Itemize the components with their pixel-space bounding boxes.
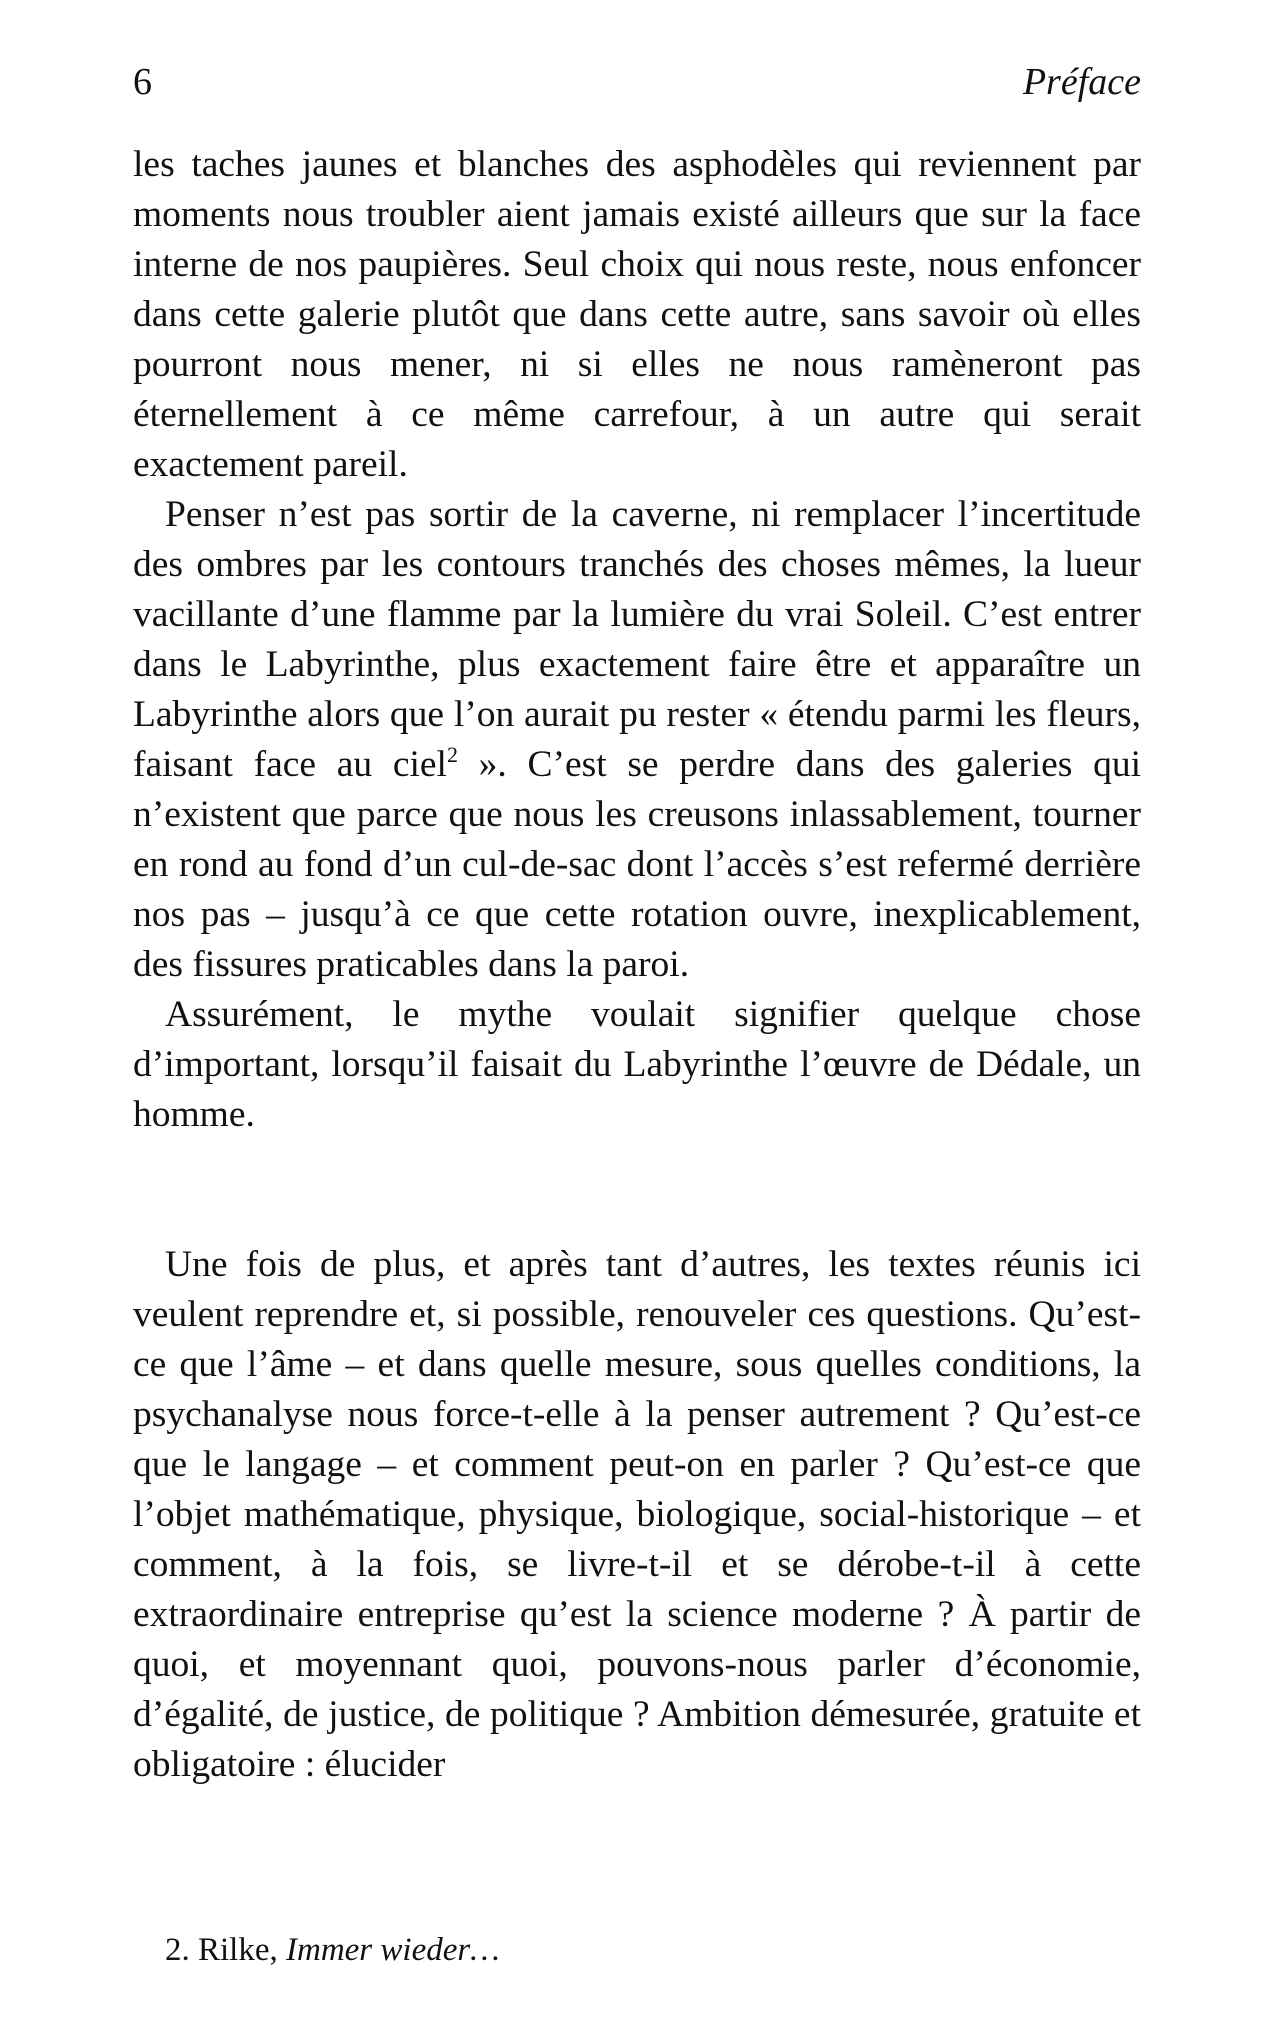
paragraph-text: Penser n’est pas sortir de la caverne, ni remplacer l’incertitude des ombres par les contours tranchés des choses mêmes, la lueur vacillante d’une flamme par la lumière du vrai Soleil. C’est entrer dans le Labyrinthe, plus exactement faire être et apparaître un Labyrinthe alors que l’on aurait pu rester « étendu parmi les fleurs, faisant face au ciel xyxy=(133,494,1141,785)
paragraph-myth: Assurément, le mythe voulait signifier quelque chose d’important, lorsqu’il faisait du Labyrinthe l’œuvre de Dédale, un homme. xyxy=(133,994,1141,1135)
page-header xyxy=(133,52,1141,112)
footnote-title: Immer wieder… xyxy=(286,1932,500,1968)
page-number: 6 xyxy=(133,61,152,103)
running-title: Préface xyxy=(1022,61,1141,103)
paragraph-text: ». C’est se perdre dans des galeries qui n’existent que parce que nous les creusons inlassablement, tourner en rond au fond d’un cul-de-sac dont l’accès s’est refermé derrière nos pas – jusqu’à ce que cette rotation ouvre, inexplicablement, des fissures praticables dans la paroi. xyxy=(133,744,1141,985)
footnote xyxy=(165,1928,500,1972)
footnote-author: 2. Rilke, xyxy=(165,1932,286,1968)
paragraph-labyrinth xyxy=(133,490,1141,990)
body-text xyxy=(133,140,1141,1790)
footnote-reference: 2 xyxy=(446,742,458,767)
section-break xyxy=(133,1140,1141,1240)
paragraph-questions: Une fois de plus, et après tant d’autres, les textes réunis ici veulent reprendre et, si possible, renouveler ces questions. Qu’est-ce que l’âme – et dans quelle mesure, sous quelles conditions, la psychanalyse nous force-t-elle à la penser autrement ? Qu’est-ce que le langage – et comment peut-on en parler ? Qu’est-ce que l’objet mathématique, physique, biologique, social-historique – et comment, à la fois, se livre-t-il et se dérobe-t-il à cette extraordinaire entreprise qu’est la science moderne ? À partir de quoi, et moyennant quoi, pouvons-nous parler d’économie, d’égalité, de justice, de politique ? Ambition démesurée, gratuite et obligatoire : élucider xyxy=(133,1244,1141,1785)
paragraph-continuation: les taches jaunes et blanches des asphodèles qui reviennent par moments nous troubler aient jamais existé ailleurs que sur la face interne de nos paupières. Seul choix qui nous reste, nous enfoncer dans cette galerie plutôt que dans cette autre, sans savoir où elles pourront nous mener, ni si elles ne nous ramèneront pas éternellement à ce même carrefour, à un autre qui serait exactement pareil. xyxy=(133,144,1141,485)
